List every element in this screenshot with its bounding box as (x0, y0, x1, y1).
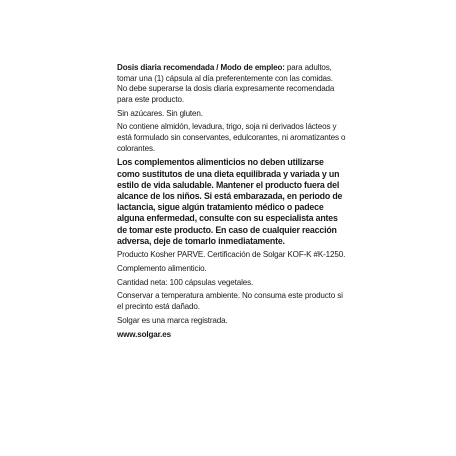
trademark-notice: Solgar es una marca registrada. (117, 314, 228, 325)
website-link[interactable]: www.solgar.es (117, 328, 171, 339)
dosage-paragraph (117, 62, 348, 104)
supplement-type: Complemento alimenticio. (117, 262, 207, 273)
dosage-heading: Dosis diaria recomendada / Modo de empleo: (117, 62, 285, 72)
warning-paragraph: Los complementos alimenticios no deben utilizarse como sustitutos de una dieta equilibrada y variada y un estilo de vida saludable. Mantener el producto fuera del alcance de los niños. Si está embarazada, en periodo de lactancia, sigue algún tratamiento médico o padece alguna enfermedad, consulte con su especialista antes de tomar este producto. En caso de cualquier reacción adversa, deje de tomarlo inmediatamente. (117, 156, 343, 246)
dosage-body: para adultos, tomar una (1) cápsula al día preferentemente con las comidas. (117, 62, 333, 83)
net-quantity: Cantidad neta: 100 cápsulas vegetales. (117, 276, 254, 287)
dosage-limit: No debe superarse la dosis diaria expresamente recomendada para este producto. (117, 83, 335, 104)
ingredients-exclusions: No contiene almidón, levadura, trigo, soja ni derivados lácteos y está formulado sin conservantes, edulcorantes, ni aromatizantes o colorantes. (117, 121, 346, 153)
kosher-certification: Producto Kosher PARVE. Certificación de Solgar KOF-K #K-1250. (117, 249, 346, 260)
storage-instructions: Conservar a temperatura ambiente. No consuma este producto si el precinto está dañado. (117, 290, 343, 312)
sugar-gluten-free: Sin azúcares. Sin gluten. (117, 107, 203, 118)
product-label-text (117, 62, 349, 342)
